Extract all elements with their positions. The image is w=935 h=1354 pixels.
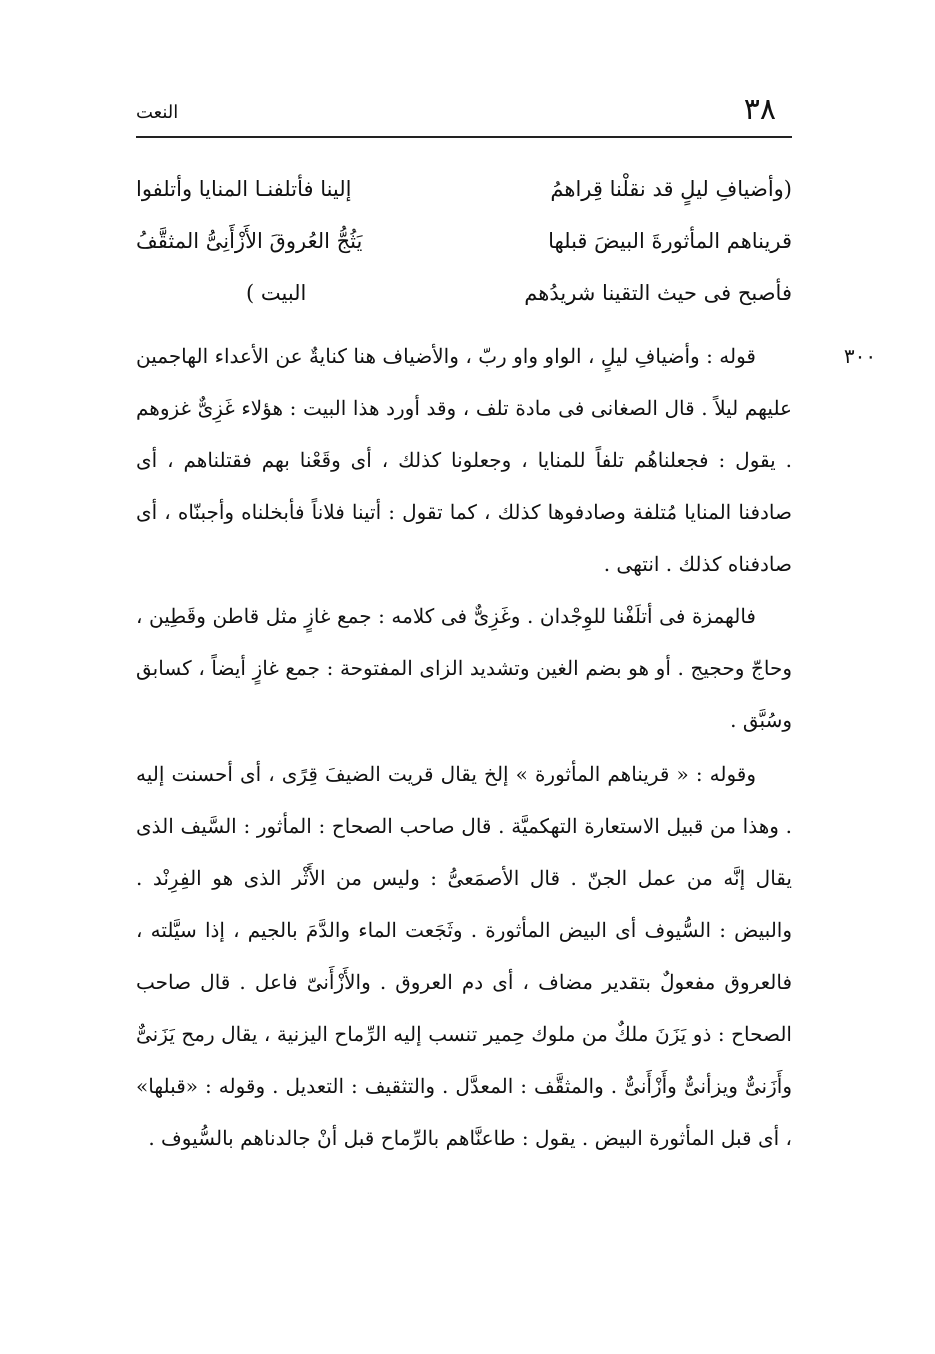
line-number-marker: ٣٠٠ <box>843 344 877 368</box>
verse-first-hemistich: (وأضيافِ ليلٍ قد نقلْنا قِراهمُ <box>550 177 792 201</box>
commentary-paragraph: قوله : وأضيافِ ليلٍ ، الواو واو ربّ ، والأضياف هنا كنايةٌ عن الأعداء الهاجمين عليهم ليلاً . قال الصغانى فى مادة تلف ، وقد أورد هذا البيت : هؤلاء غَزِىٌّ غزوهم . يقول : فجعلناهُم تلفاً للمنايا ، وجعلونا كذلك ، أى وقَعْنا بهم فقتلناهم ، أى صادفنا المنايا مُتلفة وصادفوها كذلك ، كما تقول : أتينا فلاناً فأبخلناه وأجبنّاه ، أى صادفناه كذلك . انتهى . <box>136 344 792 576</box>
verse-second-hemistich: البيت ) <box>246 281 307 305</box>
verse-first-hemistich: قريناهم المأثورةَ البيضَ قبلها <box>548 229 792 253</box>
verse-first-hemistich: فأصبح فى حيث التقينا شريدُهم <box>524 281 792 305</box>
commentary-paragraph: وقوله : « قريناهم المأثورة » إلخ يقال قريت الضيفَ قِرًى ، أى أحسنت إليه . وهذا من قبيل الاستعارة التهكميَّة . قال صاحب الصحاح : المأثور : السَّيف الذى يقال إنَّه من عمل الجنّ . قال الأصمَعىُّ : وليس من الأَثْر الذى هو الفِرِنْد . والبيض : السُّيوف أى البيض المأثورة . وثَجَعت الماء والدَّمَ بالجيم ، إذا سيَّلته ، فالعروق مفعولٌ بتقدير مضاف ، أى دم العروق . والأَزْأَنىّ فاعل . قال صاحب الصحاح : ذو يَزَنَ ملكٌ من ملوك حِمير تنسب إليه الرِّماح اليزنية ، يقال رمح يَزَنىٌّ وأَزَنىٌّ ويزأنىٌّ وأَزْأَنىٌّ . والمثقَّف : المعدَّل . والتثقيف : التعديل . وقوله : «قبلها» ، أى قبل المأثورة البيض . يقول : طاعنَّاهم بالرِّماح قبل أنْ جالدناهم بالسُّيوف . <box>136 762 793 1150</box>
verse-line <box>136 268 792 320</box>
verse-line <box>136 164 792 216</box>
header-rule <box>136 136 792 138</box>
verse-line <box>136 216 792 268</box>
verse-second-hemistich: يَثُجُّ العُروقَ الأَزْأَنِىُّ المثقَّفُ <box>136 229 363 253</box>
chapter-title: النعت <box>136 102 179 123</box>
commentary-paragraph: فالهمزة فى أتلَفْنا للوِجْدان . وغَزِىٌّ فى كلامه : جمع غازٍ مثل قاطن وقَطِين ، وحاجّ وحجيج . أو هو بضم الغين وتشديد الزاى المفتوحة : جمع غازٍ أيضاً ، كسابق وسُبَّق . <box>136 604 792 732</box>
page-number: ٣٨ <box>743 92 776 127</box>
poem-verses <box>136 164 792 320</box>
running-head <box>136 92 792 132</box>
verse-second-hemistich: إلينا فأتلفنـا المنايا وأتلفوا <box>136 177 352 201</box>
